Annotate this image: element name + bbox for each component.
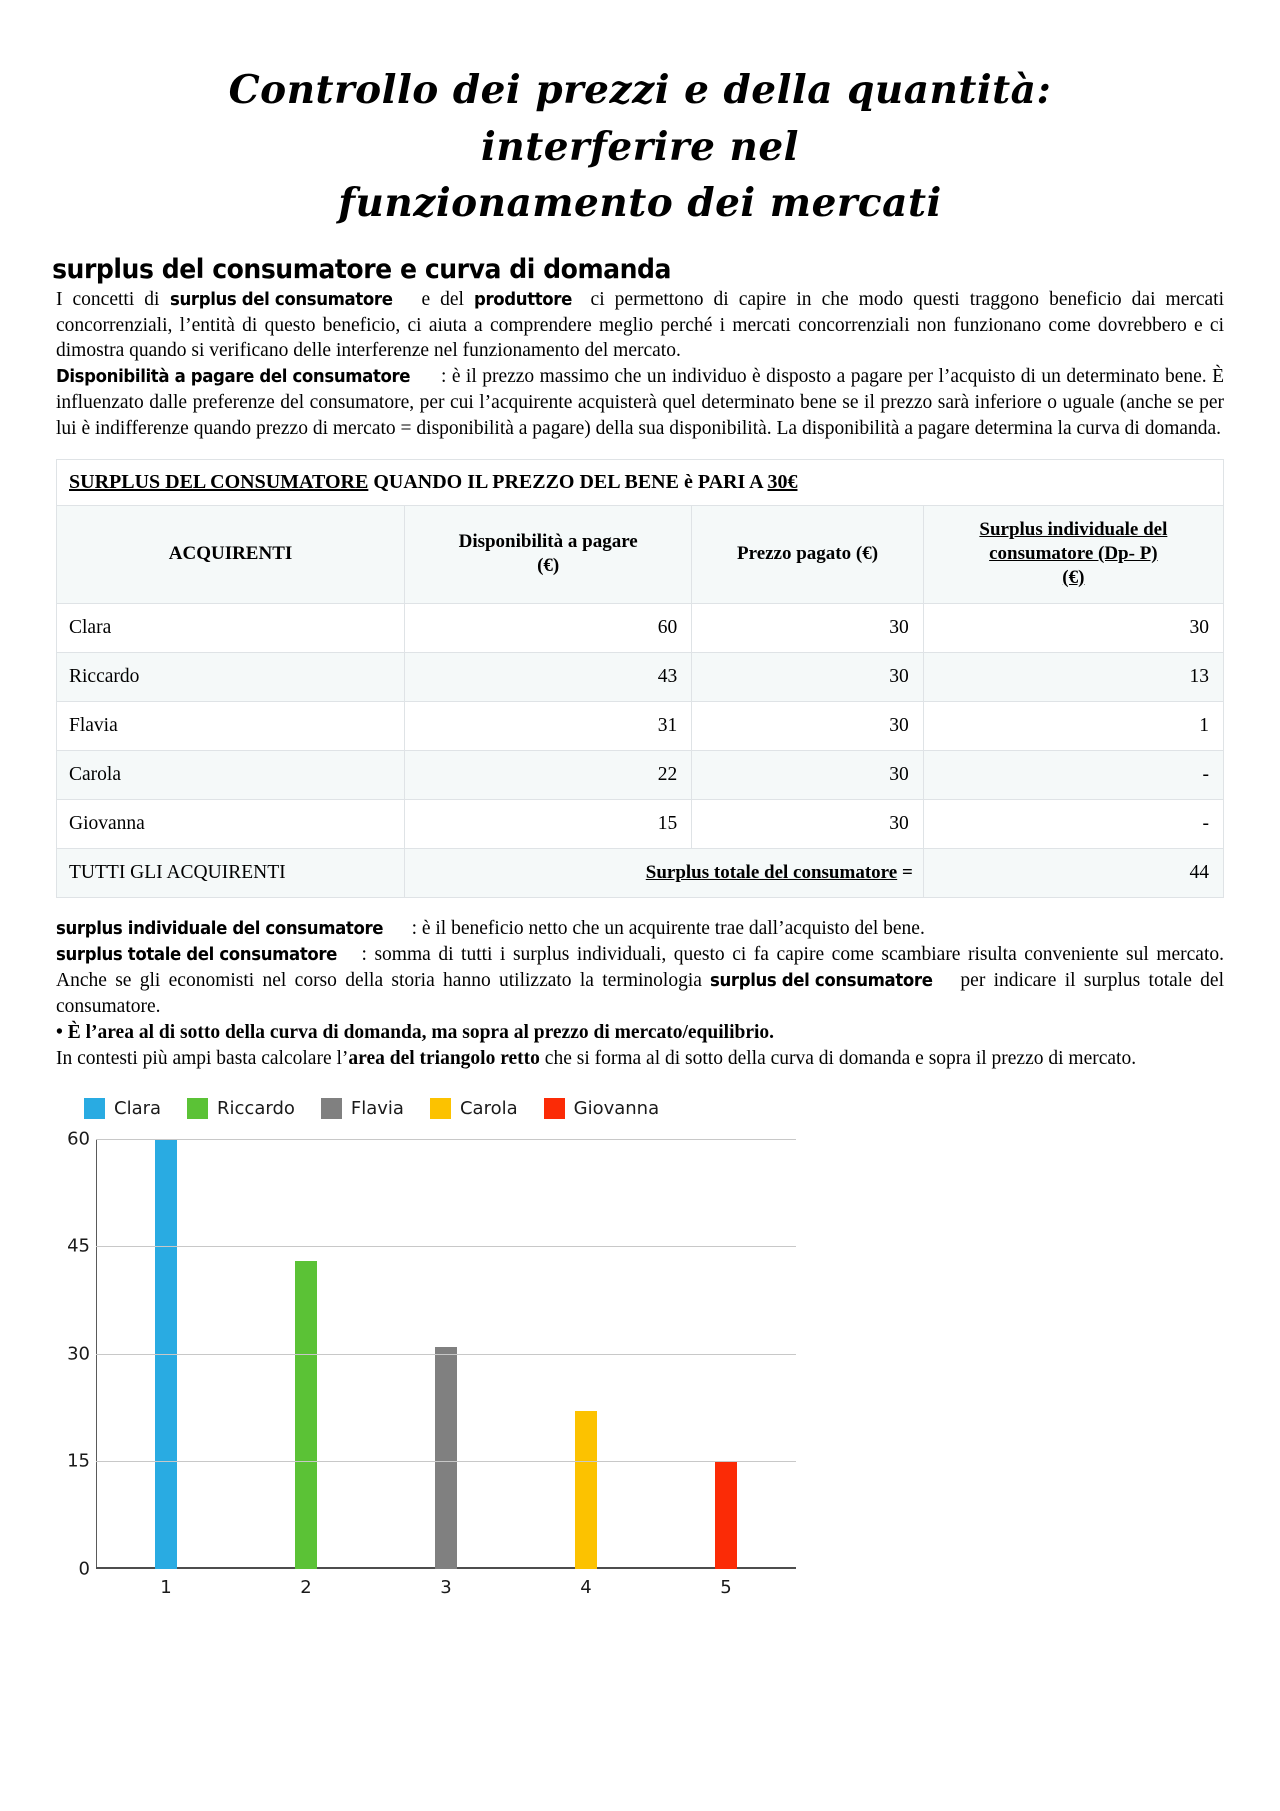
- table-title-row: [57, 460, 1224, 506]
- gridline: [96, 1461, 796, 1462]
- cell-price-paid: 30: [692, 751, 923, 800]
- legend-swatch-icon: [430, 1098, 451, 1119]
- column-header-surplus-line2: consumatore (Dp- P): [989, 542, 1158, 564]
- legend-item-carola: [430, 1098, 518, 1119]
- cell-individual-surplus: 1: [923, 702, 1223, 751]
- table-header-row: [57, 506, 1224, 604]
- table-title-cell: [57, 460, 1224, 506]
- x-tick-label: 1: [160, 1576, 172, 1598]
- bar-giovanna: [715, 1461, 737, 1569]
- legend-item-giovanna: [544, 1098, 660, 1119]
- legend-label: Riccardo: [217, 1097, 295, 1119]
- paragraph-triangolo: [56, 1046, 1224, 1072]
- legend-label: Clara: [114, 1097, 162, 1119]
- explanation-text-block: [0, 916, 1280, 1072]
- column-header-disponibilita-line1: Disponibilità a pagare: [458, 531, 638, 553]
- legend-item-flavia: [321, 1098, 404, 1119]
- term-surplus-del-consumatore: surplus del consumatore: [710, 970, 933, 992]
- x-tick-label: 4: [580, 1576, 592, 1598]
- gridline: [96, 1139, 796, 1140]
- table-title-rest: QUANDO IL PREZZO DEL BENE è PARI A: [368, 471, 768, 494]
- intro-text-block: [0, 287, 1280, 443]
- column-header-surplus-line1: Surplus individuale del: [979, 519, 1168, 541]
- cell-willingness-to-pay: 22: [405, 751, 692, 800]
- column-header-disponibilita-line2: (€): [537, 554, 560, 576]
- y-tick-label: 60: [67, 1128, 90, 1150]
- p1-text-c: ci permettono di capire in che modo questi traggono beneficio dai mercati concorrenziali, l’entità di questo beneficio, ci aiuta a comprendere meglio perché i mercati concorrenziali non funzionano come dovrebbero e ci dimostra quando si verificano delle interferenze nel funzionamento del mercato.: [56, 288, 1224, 362]
- paragraph-surplus-individuale: [56, 916, 1224, 942]
- cell-buyer-name: Riccardo: [57, 653, 405, 702]
- p6-text-a: In contesti più ampi basta calcolare l’: [56, 1048, 349, 1070]
- cell-price-paid: 30: [692, 653, 923, 702]
- y-tick-label: 0: [78, 1558, 90, 1580]
- legend-label: Flavia: [350, 1097, 404, 1119]
- cell-buyer-name: Giovanna: [57, 800, 405, 849]
- p1-text-a: I concetti di: [56, 288, 170, 310]
- table-total-row: [57, 849, 1224, 898]
- legend-swatch-icon: [84, 1098, 105, 1119]
- p2-text: : è il prezzo massimo che un individuo è disposto a pagare per l’acquisto di un determinato bene. È influenzato dalle preferenze del consumatore, per cui l’acquirente acquisterà quel determinato bene se il prezzo sarà inferiore o uguale (anche se per lui è indifferenze quando prezzo di mercato = disponibilità a pagare) della sua disponibilità. La disponibilità a pagare determina la curva di domanda.: [56, 366, 1224, 440]
- cell-willingness-to-pay: 43: [405, 653, 692, 702]
- legend-label: Giovanna: [573, 1097, 660, 1119]
- legend-swatch-icon: [187, 1098, 208, 1119]
- p6-text-b: che si forma al di sotto della curva di domanda e sopra il prezzo di mercato.: [539, 1048, 1137, 1070]
- page-title: [0, 0, 1280, 240]
- cell-individual-surplus: 30: [923, 604, 1223, 653]
- term-disponibilita-a-pagare: Disponibilità a pagare del consumatore: [56, 366, 411, 388]
- legend-swatch-icon: [321, 1098, 342, 1119]
- table-row: [57, 604, 1224, 653]
- table-row: [57, 751, 1224, 800]
- page-title-line-1: Controllo dei prezzi e della quantità: interferire nel: [228, 67, 1052, 170]
- term-area-triangolo-retto: area del triangolo retto: [348, 1048, 540, 1070]
- bullet-area-curve: • È l’area al di sotto della curva di domanda, ma sopra al prezzo di mercato/equilibrio.: [56, 1022, 775, 1044]
- bar-riccardo: [295, 1261, 317, 1569]
- column-header-surplus-individuale: [923, 506, 1223, 604]
- cell-buyer-name: Carola: [57, 751, 405, 800]
- p3-text: : è il beneficio netto che un acquirente trae dall’acquisto del bene.: [411, 918, 925, 940]
- cell-total-label: TUTTI GLI ACQUIRENTI: [57, 849, 405, 898]
- x-axis-labels: [96, 1569, 796, 1603]
- term-surplus-totale: surplus totale del consumatore: [56, 944, 338, 966]
- cell-buyer-name: Clara: [57, 604, 405, 653]
- p4-text-b: per indicare il surplus totale del consumatore.: [56, 970, 1224, 1018]
- page-title-line-2: funzionamento dei mercati: [338, 180, 942, 227]
- y-tick-label: 15: [67, 1450, 90, 1472]
- column-header-disponibilita: [405, 506, 692, 604]
- gridline: [96, 1354, 796, 1355]
- cell-price-paid: 30: [692, 702, 923, 751]
- term-surplus-consumatore: surplus del consumatore: [169, 288, 393, 310]
- x-tick-label: 2: [300, 1576, 312, 1598]
- cell-total-caption: [405, 849, 924, 898]
- x-tick-label: 3: [440, 1576, 452, 1598]
- x-tick-label: 5: [720, 1576, 732, 1598]
- cell-willingness-to-pay: 15: [405, 800, 692, 849]
- cell-price-paid: 30: [692, 800, 923, 849]
- cell-willingness-to-pay: 60: [405, 604, 692, 653]
- cell-individual-surplus: -: [923, 800, 1223, 849]
- paragraph-concepts: [56, 287, 1224, 365]
- cell-total-value: 44: [923, 849, 1223, 898]
- table-title-underlined: SURPLUS DEL CONSUMATORE: [69, 471, 369, 494]
- term-surplus-individuale: surplus individuale del consumatore: [56, 918, 384, 940]
- table-row: [57, 702, 1224, 751]
- chart-plot-area: [67, 1128, 796, 1580]
- paragraph-disponibilita: [56, 364, 1224, 442]
- legend-item-clara: [84, 1098, 161, 1119]
- cell-buyer-name: Flavia: [57, 702, 405, 751]
- paragraph-surplus-totale: [56, 942, 1224, 1020]
- table-title-price: 30€: [767, 471, 798, 494]
- p4-text-a: : somma di tutti i surplus individuali, questo ci fa capire come scambiare risulta conveniente sul mercato. Anche se gli economisti nel corso della storia hanno utilizzato la terminologia: [56, 944, 1224, 992]
- cell-individual-surplus: -: [923, 751, 1223, 800]
- surplus-table: [56, 459, 1224, 898]
- legend-item-riccardo: [187, 1098, 295, 1119]
- chart-legend: [56, 1098, 1224, 1119]
- bar-flavia: [435, 1347, 457, 1569]
- y-axis-labels: [50, 1128, 90, 1580]
- table-row: [57, 653, 1224, 702]
- p1-text-b: e del: [411, 288, 475, 310]
- total-caption-equals: =: [897, 862, 913, 884]
- bar-carola: [575, 1411, 597, 1569]
- column-header-prezzo-pagato: Prezzo pagato (€): [692, 506, 923, 604]
- table-row: [57, 800, 1224, 849]
- term-produttore: produttore: [474, 288, 572, 310]
- surplus-table-wrapper: [0, 459, 1280, 898]
- y-tick-label: 45: [67, 1235, 90, 1257]
- legend-label: Carola: [459, 1097, 518, 1119]
- column-header-acquirenti: ACQUIRENTI: [57, 506, 405, 604]
- legend-swatch-icon: [544, 1098, 565, 1119]
- bar-chart: [0, 1098, 1280, 1603]
- gridline: [96, 1246, 796, 1247]
- cell-individual-surplus: 13: [923, 653, 1223, 702]
- y-tick-label: 30: [67, 1343, 90, 1365]
- column-header-surplus-line3: (€): [1062, 566, 1085, 588]
- cell-price-paid: 30: [692, 604, 923, 653]
- section-heading: surplus del consumatore e curva di domanda: [52, 253, 672, 285]
- total-caption-underlined: Surplus totale del consumatore: [645, 862, 898, 884]
- cell-willingness-to-pay: 31: [405, 702, 692, 751]
